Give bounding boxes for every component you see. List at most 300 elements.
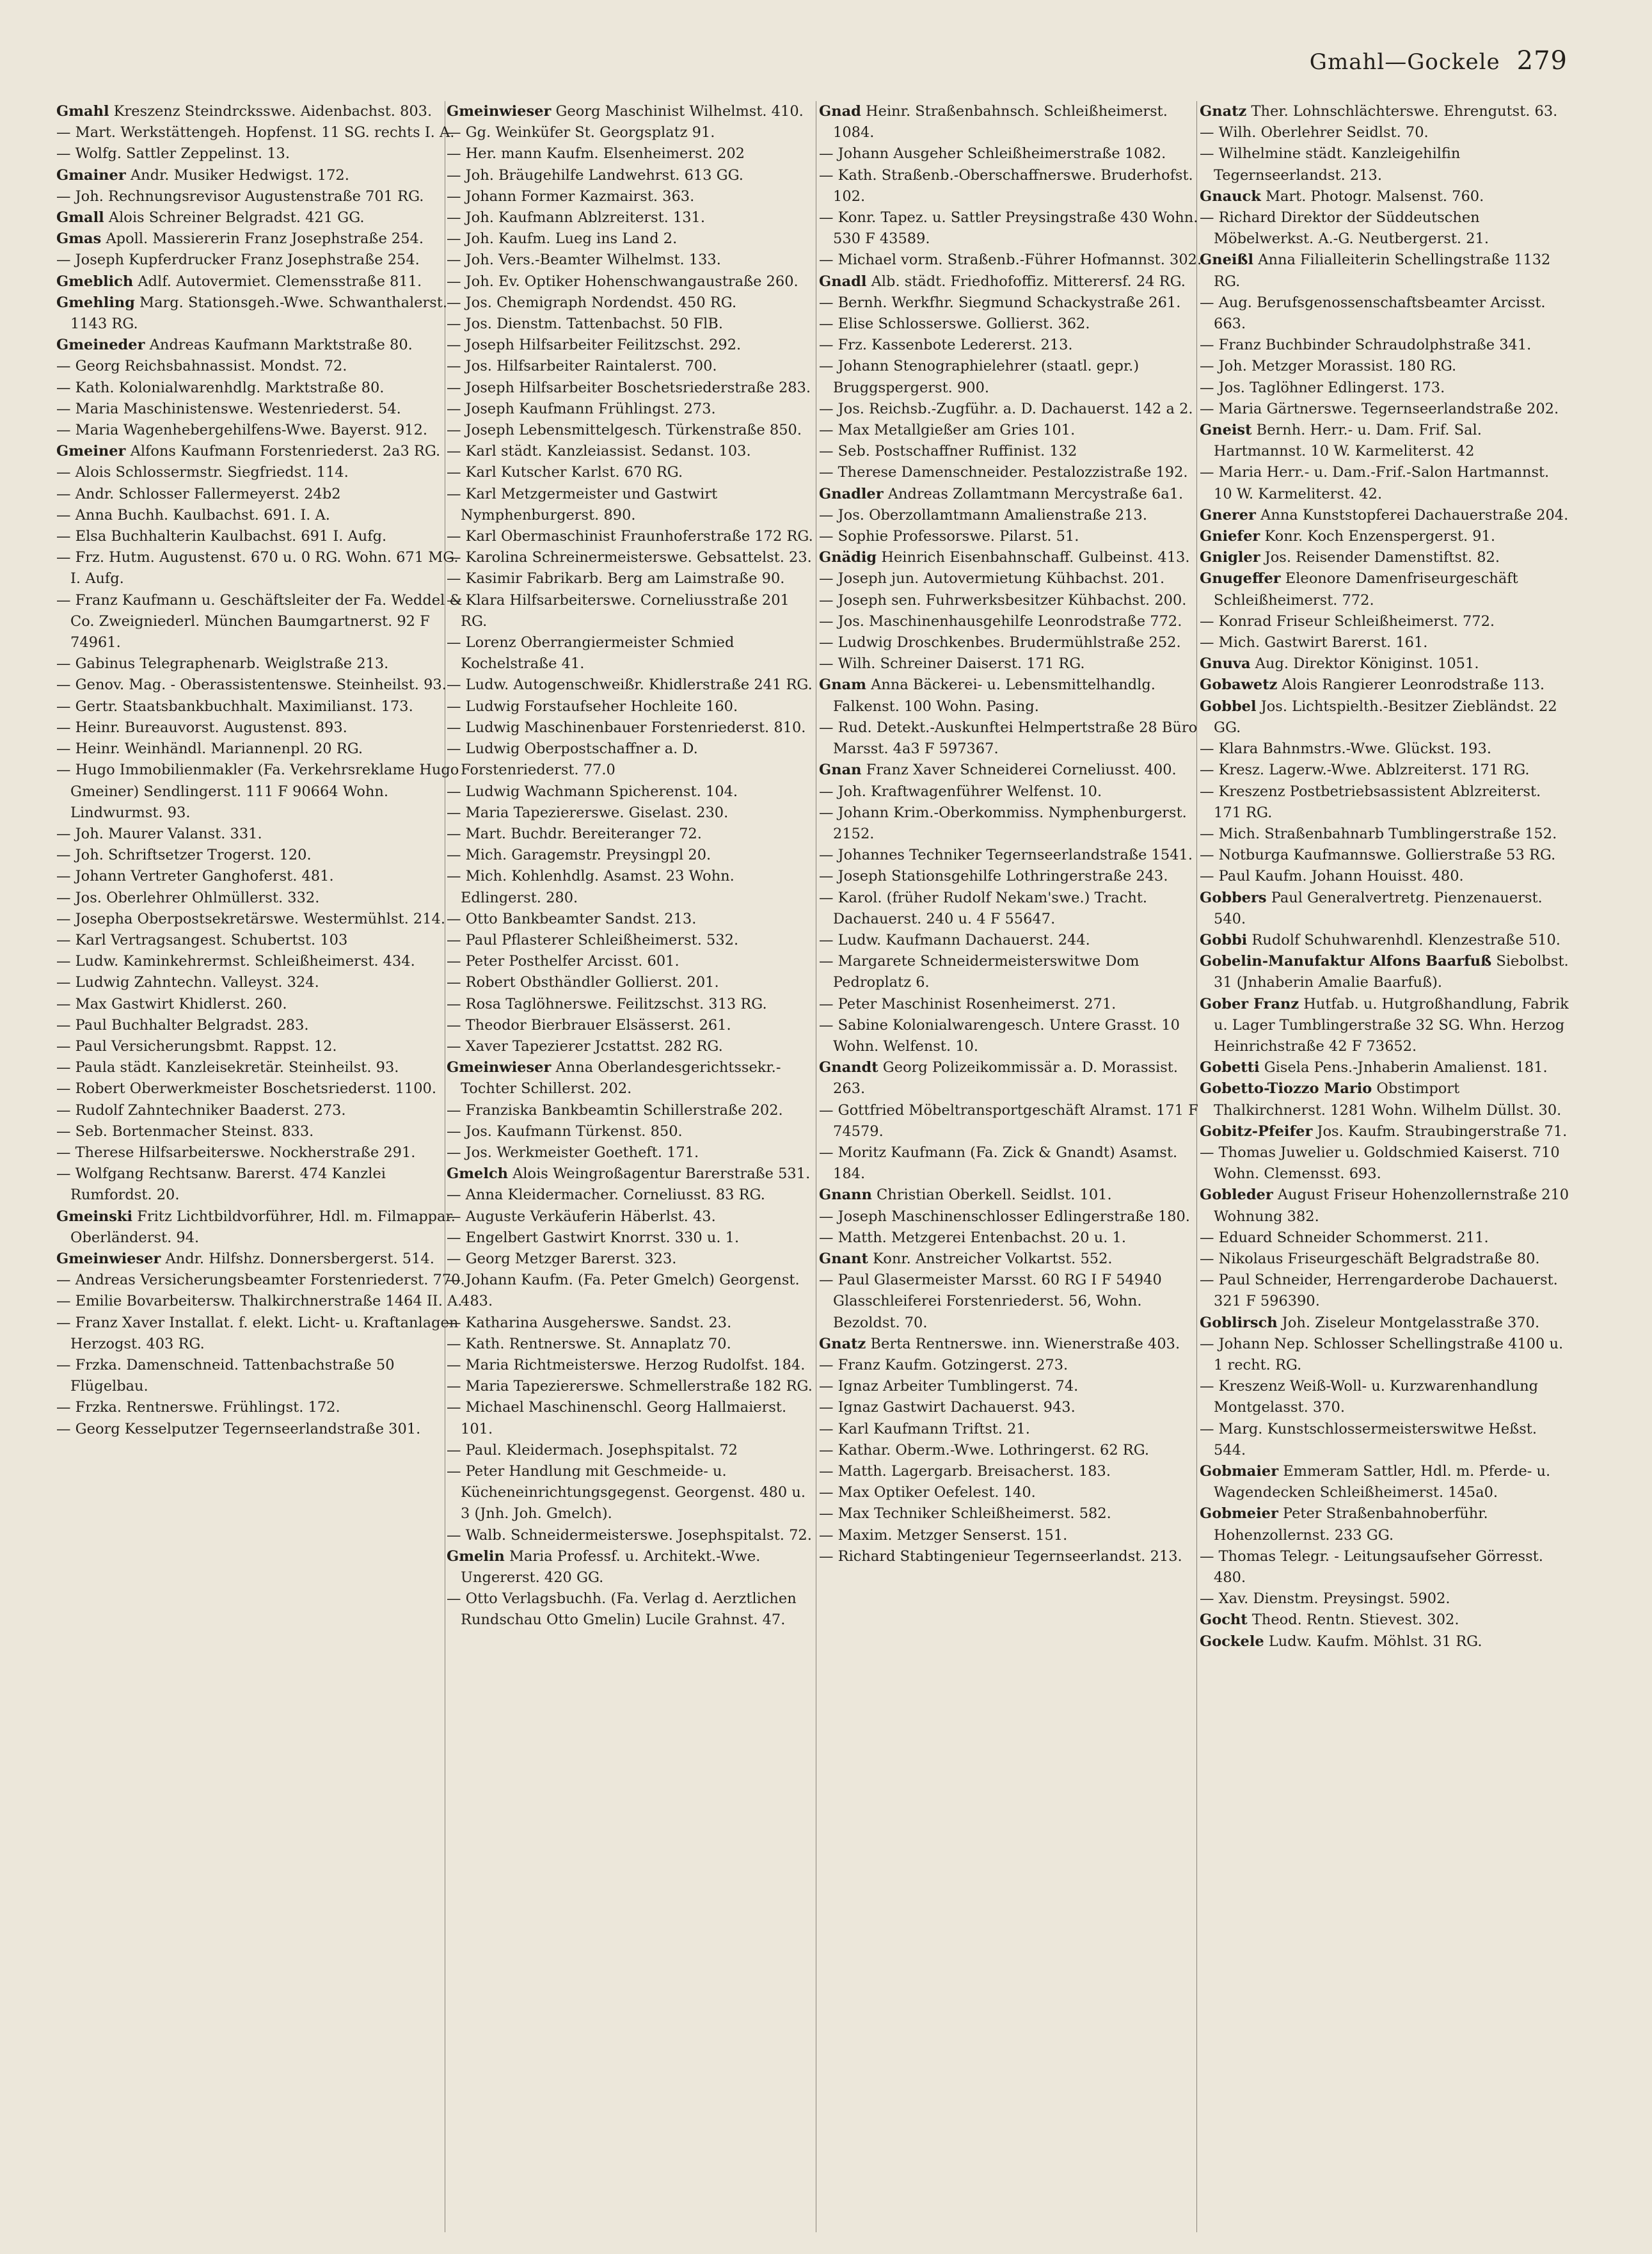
entry-text: — Theodor Bierbrauer Elsässerst. 261.: [447, 1016, 731, 1034]
entry-text: — Maria Wagenhebergehilfens-Wwe. Bayerst. 912.: [56, 422, 428, 439]
directory-entry: [447, 1355, 818, 1376]
directory-entry: [56, 1121, 466, 1142]
directory-column-1: [56, 101, 466, 2232]
entry-text: — Nikolaus Friseurgeschäft Belgradstraße 80.: [1200, 1250, 1540, 1267]
directory-entry: [447, 378, 818, 399]
directory-entry: [447, 186, 818, 207]
entry-text: — Emilie Bovarbeitersw. Thalkirchnerstraße 1464 II. A.: [56, 1293, 463, 1310]
directory-entry: [56, 1249, 466, 1270]
entry-text: — Frzka. Damenschneid. Tattenbachstraße 50 Flügelbau.: [56, 1356, 395, 1395]
entry-text: — Johann Krim.-Oberkommiss. Nymphenburgerst. 2152.: [819, 804, 1187, 842]
directory-entry: [56, 675, 466, 696]
entry-text: — Kreszenz Postbetriebsassistent Ablzreiterst. 171 RG.: [1200, 783, 1541, 821]
directory-entry: [447, 824, 818, 845]
directory-entry: [819, 1503, 1203, 1524]
entry-text: — Paula städt. Kanzleisekretär. Steinheilst. 93.: [56, 1059, 399, 1076]
directory-entry: [56, 101, 466, 122]
entry-text: — Ignaz Arbeiter Tumblingerst. 74.: [819, 1378, 1079, 1395]
directory-entry: [447, 675, 818, 696]
directory-entry: [447, 547, 818, 568]
directory-entry: [1200, 1503, 1571, 1546]
entry-text: — Konr. Tapez. u. Sattler Preysingstraße 430 Wohn. 530 F 43589.: [819, 209, 1198, 248]
entry-text: — Therese Damenschneider. Pestalozzistraße 192.: [819, 464, 1188, 481]
entry-text: — Wilhelmine städt. Kanzleigehilfin Tegernseerlandst. 213.: [1200, 145, 1461, 184]
entry-text: — Joh. Rechnungsrevisor Augustenstraße 701 RG.: [56, 188, 424, 205]
directory-entry: [56, 1163, 466, 1206]
entry-surname: Gnigler: [1200, 549, 1260, 566]
directory-entry: [447, 356, 818, 377]
directory-entry: [56, 335, 466, 356]
entry-text: — Kath. Kolonialwarenhdlg. Marktstraße 80.: [56, 379, 385, 396]
entry-text: — Johann Nep. Schlosser Schellingstraße 4100 u. 1 recht. RG.: [1200, 1335, 1564, 1373]
entry-text: Alfons Kaufmann Forstenriederst. 2a3 RG.: [130, 443, 441, 460]
entry-text: Obstimport Thalkirchnerst. 1281 Wohn. Wilhelm Düllst. 30.: [1214, 1080, 1562, 1119]
directory-entry: [819, 1440, 1203, 1461]
directory-entry: [1200, 739, 1571, 760]
directory-entry: [56, 420, 466, 441]
entry-surname: Gnuva: [1200, 655, 1251, 673]
directory-entry: [819, 292, 1203, 314]
directory-entry: [56, 484, 466, 505]
entry-text: Andreas Kaufmann Marktstraße 80.: [149, 337, 413, 354]
entry-surname: Gniefer: [1200, 528, 1260, 545]
directory-entry: [819, 845, 1203, 866]
entry-text: — Notburga Kaufmannswe. Gollierstraße 53 RG.: [1200, 847, 1556, 864]
directory-entry: [447, 1313, 818, 1334]
entry-text: — Wilh. Schreiner Daiserst. 171 RG.: [819, 655, 1085, 673]
entry-surname: Gnant: [819, 1250, 868, 1267]
directory-entry: [447, 1100, 818, 1121]
entry-text: — Georg Reichsbahnassist. Mondst. 72.: [56, 358, 347, 375]
directory-entry: [56, 547, 466, 589]
directory-entry: [447, 866, 818, 908]
entry-text: — Joh. Metzger Morassist. 180 RG.: [1200, 358, 1457, 375]
entry-text: — Maria Tapeziererswe. Schmellerstraße 182 RG.: [447, 1378, 813, 1395]
entry-text: — Karl städt. Kanzleiassist. Sedanst. 103.: [447, 443, 751, 460]
entry-text: — Jos. Oberlehrer Ohlmüllerst. 332.: [56, 889, 320, 906]
directory-entry: [819, 930, 1203, 951]
directory-entry: [56, 122, 466, 143]
entry-text: — Ludwig Oberpostschaffner a. D. Forstenriederst. 77.0: [447, 740, 698, 779]
directory-entry: [447, 1546, 818, 1588]
entry-surname: Gnatz: [819, 1335, 866, 1352]
directory-entry: [447, 1142, 818, 1163]
directory-entry: [819, 994, 1203, 1015]
entry-surname: Gmainer: [56, 166, 126, 184]
directory-entry: [819, 675, 1203, 717]
directory-entry: [819, 250, 1203, 271]
directory-entry: [447, 1376, 818, 1397]
entry-text: — Jos. Reichsb.-Zugführ. a. D. Dachauerst. 142 a 2.: [819, 400, 1193, 417]
directory-entry: [819, 314, 1203, 335]
entry-text: — Kreszenz Weiß-Woll- u. Kurzwarenhandlung Montgelasst. 370.: [1200, 1378, 1539, 1416]
entry-text: — Mich. Gastwirt Barerst. 161.: [1200, 634, 1428, 651]
entry-text: — Kathar. Oberm.-Wwe. Lothringerst. 62 RG.: [819, 1441, 1150, 1459]
entry-text: — Ludwig Maschinenbauer Forstenriederst. 810.: [447, 719, 806, 736]
entry-text: — Xav. Dienstm. Preysingst. 5902.: [1200, 1590, 1450, 1608]
entry-text: — Maria Gärtnerswe. Tegernseerlandstraße 202.: [1200, 400, 1559, 417]
entry-text: — Jos. Chemigraph Nordendst. 450 RG.: [447, 294, 737, 311]
directory-entry: [56, 653, 466, 675]
entry-text: Marg. Stationsgeh.-Wwe. Schwanthalerst. 1143 RG.: [70, 294, 448, 333]
entry-text: — Johann Former Kazmairst. 363.: [447, 188, 695, 205]
directory-entry: [447, 930, 818, 951]
entry-text: — Joh. Bräugehilfe Landwehrst. 613 GG.: [447, 166, 743, 184]
directory-entry: [819, 1461, 1203, 1482]
entry-surname: Gmeinski: [56, 1208, 133, 1225]
entry-surname: Gmeinwieser: [56, 1250, 161, 1267]
entry-text: — Franz Kaufm. Gotzingerst. 273.: [819, 1356, 1068, 1373]
entry-surname: Gneist: [1200, 422, 1252, 439]
entry-text: — Kath. Straßenb.-Oberschaffnerswe. Bruderhofst. 102.: [819, 166, 1193, 205]
entry-text: Joh. Ziseleur Montgelasstraße 370.: [1282, 1314, 1540, 1331]
directory-entry: [56, 207, 466, 228]
directory-entry: [1200, 611, 1571, 632]
entry-surname: Gobbel: [1200, 698, 1257, 715]
directory-entry: [56, 505, 466, 526]
entry-text: — Otto Verlagsbuchh. (Fa. Verlag d. Aerztlichen Rundschau Otto Gmelin) Lucile Grahnst. 47.: [447, 1590, 797, 1629]
directory-entry: [447, 101, 818, 122]
directory-entry: [447, 420, 818, 441]
directory-entry: [1200, 1610, 1571, 1631]
entry-text: — Max Gastwirt Khidlerst. 260.: [56, 995, 287, 1012]
directory-entry: [447, 590, 818, 632]
entry-text: — Hugo Immobilienmakler (Fa. Verkehrsreklame Hugo Gmeiner) Sendlingerst. 111 F 90664 Wohn. Lindwurmst. 93.: [56, 762, 459, 821]
directory-entry: [819, 1376, 1203, 1397]
entry-surname: Gmelch: [447, 1165, 508, 1183]
entry-surname: Gnan: [819, 762, 862, 779]
entry-text: — Frz. Hutm. Augustenst. 670 u. 0 RG. Wohn. 671 MG. I. Aufg.: [56, 549, 459, 587]
entry-text: — Karl Vertragsangest. Schubertst. 103: [56, 931, 348, 948]
directory-entry: [56, 590, 466, 654]
entry-text: — Johannes Techniker Tegernseerlandstraße 1541.: [819, 847, 1193, 864]
directory-entry: [56, 378, 466, 399]
entry-text: — Jos. Werkmeister Goetheft. 171.: [447, 1144, 699, 1161]
entry-text: — Bernh. Werkfhr. Siegmund Schackystraße 261.: [819, 294, 1181, 311]
directory-entry: [1200, 1334, 1571, 1376]
directory-entry: [1200, 994, 1571, 1058]
entry-text: — Ludwig Zahntechn. Valleyst. 324.: [56, 974, 319, 991]
entry-surname: Gmeinwieser: [447, 103, 552, 120]
entry-surname: Gnandt: [819, 1059, 878, 1076]
directory-entry: [56, 292, 466, 335]
entry-text: — Auguste Verkäuferin Häberlst. 43.: [447, 1208, 716, 1225]
directory-entry: [56, 228, 466, 250]
directory-entry: [56, 1397, 466, 1418]
entry-text: — Engelbert Gastwirt Knorrst. 330 u. 1.: [447, 1229, 740, 1246]
entry-text: — Maxim. Metzger Senserst. 151.: [819, 1526, 1068, 1544]
entry-text: — Max Metallgießer am Gries 101.: [819, 422, 1076, 439]
entry-text: — Thomas Telegr. - Leitungsaufseher Görresst. 480.: [1200, 1547, 1543, 1587]
entry-text: Fritz Lichtbildvorführer, Hdl. m. Filmappar. Oberländerst. 94.: [70, 1208, 456, 1246]
entry-text: — Joh. Ev. Optiker Hohenschwangaustraße 260.: [447, 273, 798, 290]
directory-entry: [1200, 143, 1571, 186]
entry-text: Franz Xaver Schneiderei Corneliusst. 400.: [866, 762, 1177, 779]
entry-text: — Joseph sen. Fuhrwerksbesitzer Kühbachst. 200.: [819, 591, 1187, 609]
directory-entry: [56, 930, 466, 951]
directory-entry: [447, 526, 818, 547]
entry-text: — Ludw. Kaminkehrermst. Schleißheimerst. 434.: [56, 953, 415, 970]
directory-entry: [1200, 356, 1571, 377]
directory-entry: [447, 441, 818, 462]
entry-text: — Sabine Kolonialwarengesch. Untere Grasst. 10 Wohn. Welfenst. 10.: [819, 1016, 1180, 1055]
directory-entry: [819, 866, 1203, 887]
entry-text: — Matth. Lagergarb. Breisacherst. 183.: [819, 1463, 1111, 1480]
entry-text: — Kresz. Lagerw.-Wwe. Ablzreiterst. 171 RG.: [1200, 762, 1530, 779]
entry-text: — Frz. Kassenbote Ledererst. 213.: [819, 337, 1073, 354]
entry-text: Anna Oberlandesgerichtssekr.-Tochter Schillerst. 202.: [461, 1059, 781, 1098]
directory-entry: [447, 1461, 818, 1525]
entry-text: — Jos. Oberzollamtmann Amalienstraße 213.: [819, 506, 1148, 524]
directory-entry: [819, 1015, 1203, 1057]
entry-text: — Paul Schneider, Herrengarderobe Dachauerst. 321 F 596390.: [1200, 1272, 1558, 1310]
directory-entry: [56, 951, 466, 972]
entry-surname: Gnauck: [1200, 188, 1261, 205]
entry-text: — Gg. Weinküfer St. Georgsplatz 91.: [447, 124, 715, 141]
directory-entry: [1200, 930, 1571, 951]
entry-text: Georg Polizeikommissär a. D. Morassist. 263.: [833, 1059, 1178, 1098]
directory-entry: [56, 866, 466, 887]
entry-text: Mart. Photogr. Malsenst. 760.: [1265, 188, 1484, 205]
directory-entry: [1200, 292, 1571, 335]
entry-surname: Gmehling: [56, 294, 135, 311]
directory-entry: [56, 250, 466, 271]
entry-text: — Johann Ausgeher Schleißheimerstraße 1082.: [819, 145, 1166, 163]
directory-entry: [447, 335, 818, 356]
entry-text: — Karl Kutscher Karlst. 670 RG.: [447, 464, 683, 481]
entry-surname: Gmeinwieser: [447, 1059, 552, 1076]
directory-entry: [56, 462, 466, 483]
directory-entry: [447, 1163, 818, 1185]
entry-text: — Mich. Kohlenhdlg. Asamst. 23 Wohn. Edlingerst. 280.: [447, 868, 735, 906]
directory-entry: [56, 526, 466, 547]
directory-entry: [819, 1525, 1203, 1546]
directory-entry: [1200, 547, 1571, 568]
directory-entry: [1200, 1227, 1571, 1249]
directory-entry: [447, 484, 818, 526]
directory-entry: [447, 717, 818, 739]
directory-column-3: [819, 101, 1203, 2232]
entry-text: — Andr. Schlosser Fallermeyerst. 24b2: [56, 485, 341, 502]
entry-text: — Georg Kesselputzer Tegernseerlandstraße 301.: [56, 1420, 421, 1437]
entry-text: — Elsa Buchhalterin Kaulbachst. 691 I. Aufg.: [56, 528, 387, 545]
entry-text: — Klara Hilfsarbeiterswe. Corneliusstraße 201 RG.: [447, 591, 790, 630]
entry-surname: Gneißl: [1200, 252, 1254, 269]
directory-entry: [1200, 335, 1571, 356]
directory-entry: [1200, 1078, 1571, 1121]
entry-text: — Paul Glasermeister Marsst. 60 RG I F 54940 Glasschleiferei Forstenriederst. 56, Wohn. Bezoldst. 70.: [819, 1272, 1162, 1331]
entry-text: — Georg Metzger Barerst. 323.: [447, 1250, 677, 1267]
entry-text: — Genov. Mag. - Oberassistentenswe. Steinheilst. 93.: [56, 676, 447, 694]
entry-text: — Franz Xaver Installat. f. elekt. Licht- u. Kraftanlagen Herzogst. 403 RG.: [56, 1314, 459, 1352]
entry-surname: Gmall: [56, 209, 104, 227]
directory-entry: [56, 1057, 466, 1078]
directory-entry: [447, 122, 818, 143]
entry-text: — Anna Kleidermacher. Corneliusst. 83 RG.: [447, 1187, 765, 1204]
directory-entry: [447, 143, 818, 164]
entry-text: — Margarete Schneidermeisterswitwe Dom Pedroplatz 6.: [819, 953, 1140, 991]
directory-entry: [56, 143, 466, 164]
entry-text: — Franz Kaufmann u. Geschäftsleiter der Fa. Weddel & Co. Zweigniederl. München Baumgartnerst. 92 F 74961.: [56, 591, 463, 651]
entry-text: Maria Professf. u. Architekt.-Wwe. Ungererst. 420 GG.: [461, 1547, 761, 1587]
entry-text: Alb. städt. Friedhofoffiz. Mitterersf. 24 RG.: [871, 273, 1186, 290]
directory-entry: [447, 207, 818, 228]
directory-entry: [447, 803, 818, 824]
entry-surname: Gobetto-Tiozzo Mario: [1200, 1080, 1372, 1098]
directory-entry: [56, 356, 466, 377]
entry-text: — Seb. Postschaffner Ruffinist. 132: [819, 443, 1077, 460]
entry-surname: Gnadler: [819, 485, 884, 502]
entry-surname: Gmeiner: [56, 443, 126, 460]
directory-entry: [1200, 1142, 1571, 1185]
directory-entry: [819, 717, 1203, 760]
entry-text: Paul Generalvertretg. Pienzenauerst. 540.: [1214, 889, 1543, 927]
entry-text: — Konrad Friseur Schleißheimerst. 772.: [1200, 612, 1495, 630]
entry-text: — Maria Herr.- u. Dam.-Frif.-Salon Hartmannst. 10 W. Karmeliterst. 42.: [1200, 464, 1550, 502]
directory-entry: [56, 271, 466, 292]
directory-entry: [56, 994, 466, 1015]
entry-surname: Gnadl: [819, 273, 867, 290]
entry-text: Anna Filialleiterin Schellingstraße 1132 RG.: [1214, 252, 1551, 290]
directory-entry: [447, 462, 818, 483]
directory-entry: [447, 909, 818, 930]
directory-entry: [1200, 1057, 1571, 1078]
entry-text: — Joh. Vers.-Beamter Wilhelmst. 133.: [447, 252, 721, 269]
directory-entry: [447, 972, 818, 993]
entry-surname: Gnad: [819, 103, 861, 120]
entry-text: — Ludw. Autogenschweißr. Khidlerstraße 241 RG.: [447, 676, 813, 694]
directory-entry: [819, 1482, 1203, 1503]
entry-text: — Ludwig Wachmann Spicherenst. 104.: [447, 783, 738, 800]
directory-entry: [819, 781, 1203, 803]
directory-entry: [447, 1206, 818, 1227]
entry-surname: Gmeblich: [56, 273, 134, 290]
entry-text: — Kath. Rentnerswe. St. Annaplatz 70.: [447, 1335, 731, 1352]
directory-entry: [1200, 1121, 1571, 1142]
directory-entry: [819, 335, 1203, 356]
entry-text: — Eduard Schneider Schommerst. 211.: [1200, 1229, 1489, 1246]
directory-entry: [1200, 1249, 1571, 1270]
entry-text: — Moritz Kaufmann (Fa. Zick & Gnandt) Asamst. 184.: [819, 1144, 1178, 1183]
entry-surname: Gmas: [56, 230, 102, 248]
directory-entry: [1200, 1185, 1571, 1227]
entry-text: — Seb. Bortenmacher Steinst. 833.: [56, 1123, 314, 1140]
entry-text: — Rosa Taglöhnerswe. Feilitzschst. 313 RG.: [447, 995, 767, 1012]
entry-surname: Gmahl: [56, 103, 109, 120]
entry-text: Heinrich Eisenbahnschaff. Gulbeinst. 413.: [881, 549, 1190, 566]
directory-entry: [819, 568, 1203, 589]
entry-surname: Gnugeffer: [1200, 570, 1281, 587]
entry-text: Ther. Lohnschlächterswe. Ehrengutst. 63.: [1251, 103, 1558, 120]
directory-entry: [1200, 781, 1571, 824]
directory-entry: [56, 888, 466, 909]
entry-text: Aug. Direktor Königinst. 1051.: [1255, 655, 1479, 673]
entry-text: — Josepha Oberpostsekretärswe. Westermühlst. 214.: [56, 910, 445, 927]
directory-entry: [819, 888, 1203, 930]
directory-entry: [819, 1100, 1203, 1142]
entry-text: Georg Maschinist Wilhelmst. 410.: [555, 103, 804, 120]
entry-text: Hutfab. u. Hutgroßhandlung, Fabrik u. Lager Tumblingerstraße 32 SG. Whn. Herzog Heinrichstraße 42 F 73652.: [1214, 995, 1569, 1055]
directory-entry: [819, 1227, 1203, 1249]
entry-text: — Robert Obsthändler Gollierst. 201.: [447, 974, 719, 991]
directory-entry: [819, 420, 1203, 441]
entry-surname: Gobawetz: [1200, 676, 1278, 694]
directory-entry: [447, 1185, 818, 1206]
entry-text: — Walb. Schneidermeisterswe. Josephspitalst. 72.: [447, 1526, 812, 1544]
directory-entry: [1200, 462, 1571, 504]
directory-entry: [819, 484, 1203, 505]
directory-entry: [447, 1121, 818, 1142]
entry-text: — Paul Versicherungsbmt. Rappst. 12.: [56, 1037, 337, 1055]
entry-text: — Karol. (früher Rudolf Nekam'swe.) Tracht. Dachauerst. 240 u. 4 F 55647.: [819, 889, 1148, 927]
entry-text: — Karl Obermaschinist Fraunhoferstraße 172 RG.: [447, 528, 813, 545]
directory-entry: [447, 250, 818, 271]
entry-text: — Maria Maschinistenswe. Westenriederst. 54.: [56, 400, 401, 417]
directory-entry: [1200, 653, 1571, 675]
entry-text: Berta Rentnerswe. inn. Wienerstraße 403.: [870, 1335, 1180, 1352]
entry-text: — Ludwig Droschkenbes. Brudermühlstraße 252.: [819, 634, 1181, 651]
entry-text: Kreszenz Steindrcksswe. Aidenbachst. 803.: [113, 103, 433, 120]
entry-text: Konr. Anstreicher Volkartst. 552.: [873, 1250, 1113, 1267]
directory-entry: [819, 1270, 1203, 1334]
entry-text: — Franz Buchbinder Schraudolphstraße 341.: [1200, 337, 1532, 354]
running-head: [1310, 46, 1568, 76]
entry-text: — Peter Posthelfer Arcisst. 601.: [447, 953, 679, 970]
entry-text: Jos. Kaufm. Straubingerstraße 71.: [1317, 1123, 1568, 1140]
entry-text: — Richard Stabtingenieur Tegernseerlandst. 213.: [819, 1547, 1182, 1565]
entry-text: Heinr. Straßenbahnsch. Schleißheimerst. 1084.: [833, 103, 1168, 141]
entry-text: Alois Schreiner Belgradst. 421 GG.: [108, 209, 365, 227]
entry-text: — Xaver Tapezierer Jcstattst. 282 RG.: [447, 1037, 723, 1055]
directory-entry: [1200, 1376, 1571, 1418]
directory-entry: [56, 399, 466, 420]
entry-text: — Wilh. Oberlehrer Seidlst. 70.: [1200, 124, 1429, 141]
entry-text: Christian Oberkell. Seidlst. 101.: [877, 1187, 1112, 1204]
directory-entry: [447, 632, 818, 675]
entry-text: — Marg. Kunstschlossermeisterswitwe Heßst. 544.: [1200, 1420, 1537, 1459]
directory-entry: [447, 1015, 818, 1036]
entry-text: — Joseph Maschinenschlosser Edlingerstraße 180.: [819, 1208, 1190, 1225]
entry-text: Apoll. Massiererin Franz Josephstraße 254.: [106, 230, 424, 248]
directory-entry: [447, 739, 818, 781]
directory-entry: [1200, 399, 1571, 420]
entry-surname: Gobbers: [1200, 889, 1267, 906]
entry-text: — Richard Direktor der Süddeutschen Möbelwerkst. A.-G. Neutbergerst. 21.: [1200, 209, 1489, 248]
directory-entry: [447, 1057, 818, 1099]
directory-entry: [56, 717, 466, 739]
directory-entry: [56, 1206, 466, 1249]
directory-entry: [1200, 186, 1571, 207]
running-head-title: Gmahl—Gockele: [1309, 49, 1500, 75]
entry-text: — Joseph Hilfsarbeiter Feilitzschst. 292.: [447, 337, 742, 354]
directory-entry: [819, 1334, 1203, 1355]
entry-surname: Gobmeier: [1200, 1505, 1278, 1523]
entry-text: — Aug. Berufsgenossenschaftsbeamter Arcisst. 663.: [1200, 294, 1546, 333]
entry-text: — Gertr. Staatsbankbuchhalt. Maximilianst. 173.: [56, 698, 413, 715]
entry-text: — Paul Buchhalter Belgradst. 283.: [56, 1016, 309, 1034]
entry-text: — Mich. Garagemstr. Preysingpl 20.: [447, 847, 711, 864]
entry-text: — Heinr. Bureauvorst. Augustenst. 893.: [56, 719, 347, 736]
directory-entry: [56, 441, 466, 462]
directory-entry: [1200, 122, 1571, 143]
directory-entry: [1200, 1588, 1571, 1610]
directory-entry: [447, 165, 818, 186]
directory-entry: [1200, 888, 1571, 930]
directory-entry: [819, 760, 1203, 781]
entry-text: — Therese Hilfsarbeiterswe. Nockherstraße 291.: [56, 1144, 416, 1161]
entry-text: — Kasimir Fabrikarb. Berg am Laimstraße 90.: [447, 570, 785, 587]
directory-entry: [447, 845, 818, 866]
